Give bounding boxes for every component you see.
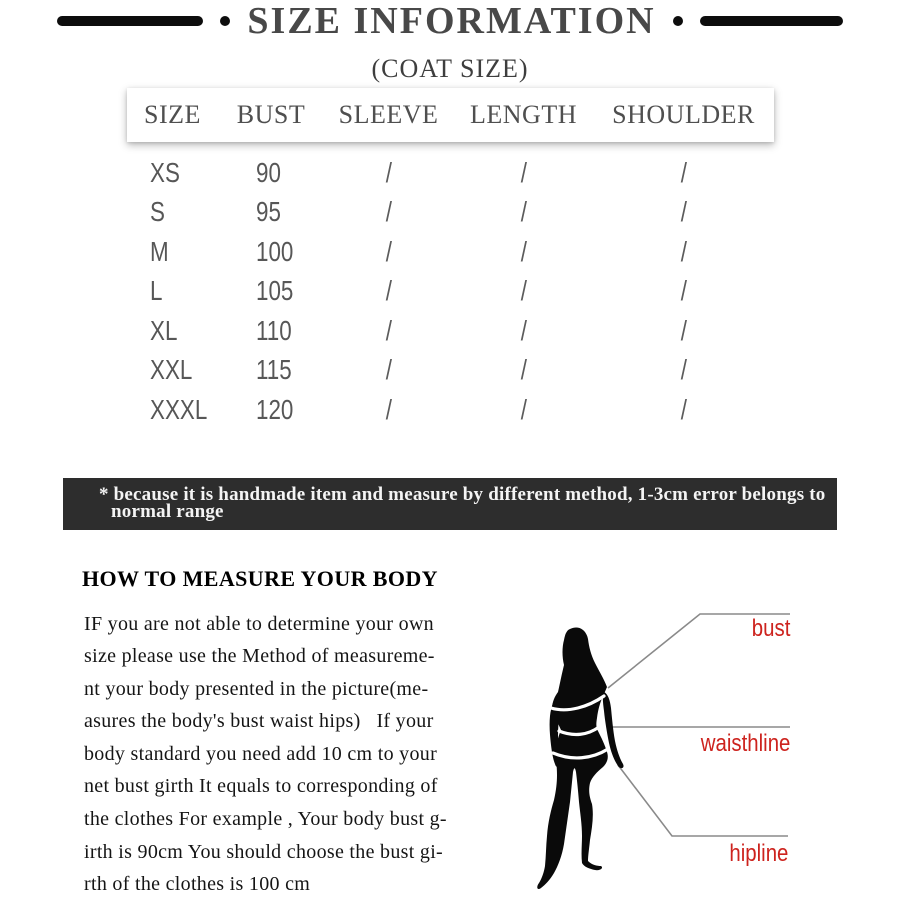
column-header-length: LENGTH bbox=[470, 100, 577, 129]
size-value: XL bbox=[149, 314, 177, 346]
bullet-dot-right-icon bbox=[673, 16, 683, 26]
paragraph-line: asures the body's bust waist hips) If your bbox=[84, 710, 434, 733]
paragraph-line: net bust girth It equals to corresponding of bbox=[84, 775, 438, 798]
paragraph-line: body standard you need add 10 cm to your bbox=[84, 742, 438, 765]
length-value: / bbox=[520, 354, 527, 386]
sleeve-value: / bbox=[385, 156, 392, 188]
column-header-size: SIZE bbox=[144, 100, 201, 129]
hipline-label: hipline bbox=[729, 840, 788, 867]
sleeve-value: / bbox=[385, 235, 392, 267]
sleeve-value: / bbox=[385, 354, 392, 386]
title-banner bbox=[0, 0, 900, 42]
shoulder-value: / bbox=[680, 393, 687, 425]
note-text-line2: normal range bbox=[111, 501, 224, 522]
size-value: XS bbox=[149, 156, 180, 188]
size-value: XXXL bbox=[149, 393, 207, 425]
sleeve-value: / bbox=[385, 393, 392, 425]
sleeve-value: / bbox=[385, 196, 392, 228]
table-row bbox=[127, 311, 774, 351]
table-row bbox=[127, 390, 774, 430]
column-header-bust: BUST bbox=[236, 100, 306, 129]
bullet-dot-left-icon bbox=[220, 16, 230, 26]
paragraph-line: size please use the Method of measureme- bbox=[84, 645, 435, 668]
divider-bar-left-icon bbox=[57, 16, 203, 26]
paragraph-line: IF you are not able to determine your own bbox=[84, 612, 434, 635]
bust-value: 105 bbox=[255, 275, 293, 307]
sleeve-value: / bbox=[385, 314, 392, 346]
leader-line-hipline bbox=[618, 765, 788, 836]
bust-value: 100 bbox=[255, 235, 293, 267]
bust-value: 90 bbox=[255, 156, 281, 188]
length-value: / bbox=[520, 156, 527, 188]
size-value: S bbox=[149, 196, 165, 228]
bust-value: 120 bbox=[255, 393, 293, 425]
paragraph-line: nt your body presented in the picture(me- bbox=[84, 677, 429, 700]
column-header-sleeve: SLEEVE bbox=[338, 100, 439, 129]
size-value: M bbox=[149, 235, 169, 267]
measure-figure bbox=[500, 595, 830, 900]
bust-label: bust bbox=[751, 615, 790, 642]
shoulder-value: / bbox=[680, 156, 687, 188]
table-header-row bbox=[127, 88, 774, 142]
how-to-measure-heading: HOW TO MEASURE YOUR BODY bbox=[82, 565, 438, 591]
bust-value: 115 bbox=[255, 354, 292, 386]
size-value: L bbox=[149, 275, 162, 307]
measure-paragraph bbox=[84, 608, 504, 900]
length-value: / bbox=[520, 196, 527, 228]
waistline-label: waisthline bbox=[700, 730, 790, 757]
page-title: SIZE INFORMATION bbox=[247, 0, 656, 42]
handmade-note-banner bbox=[63, 478, 837, 530]
divider-bar-right-icon bbox=[700, 16, 843, 26]
shoulder-value: / bbox=[680, 354, 687, 386]
table-row bbox=[127, 153, 774, 193]
length-value: / bbox=[520, 314, 527, 346]
table-row bbox=[127, 193, 774, 233]
length-value: / bbox=[520, 275, 527, 307]
length-value: / bbox=[520, 235, 527, 267]
shoulder-value: / bbox=[680, 196, 687, 228]
paragraph-line: rth of the clothes is 100 cm bbox=[84, 873, 311, 896]
paragraph-line: irth is 90cm You should choose the bust gi- bbox=[84, 840, 444, 863]
column-header-shoulder: SHOULDER bbox=[612, 100, 755, 129]
sleeve-value: / bbox=[385, 275, 392, 307]
shoulder-value: / bbox=[680, 314, 687, 346]
coat-size-subtitle: (COAT SIZE) bbox=[371, 54, 529, 83]
shoulder-value: / bbox=[680, 235, 687, 267]
bust-value: 95 bbox=[255, 196, 281, 228]
table-row bbox=[127, 272, 774, 312]
bust-value: 110 bbox=[255, 314, 292, 346]
table-row bbox=[127, 351, 774, 391]
table-row bbox=[127, 232, 774, 272]
paragraph-line: the clothes For example , Your body bust g- bbox=[84, 808, 447, 831]
length-value: / bbox=[520, 393, 527, 425]
size-table-body bbox=[127, 153, 774, 430]
note-text-line1: * because it is handmade item and measure by different method, 1-3cm error belongs to bbox=[99, 483, 826, 505]
shoulder-value: / bbox=[680, 275, 687, 307]
size-value: XXL bbox=[149, 354, 192, 386]
